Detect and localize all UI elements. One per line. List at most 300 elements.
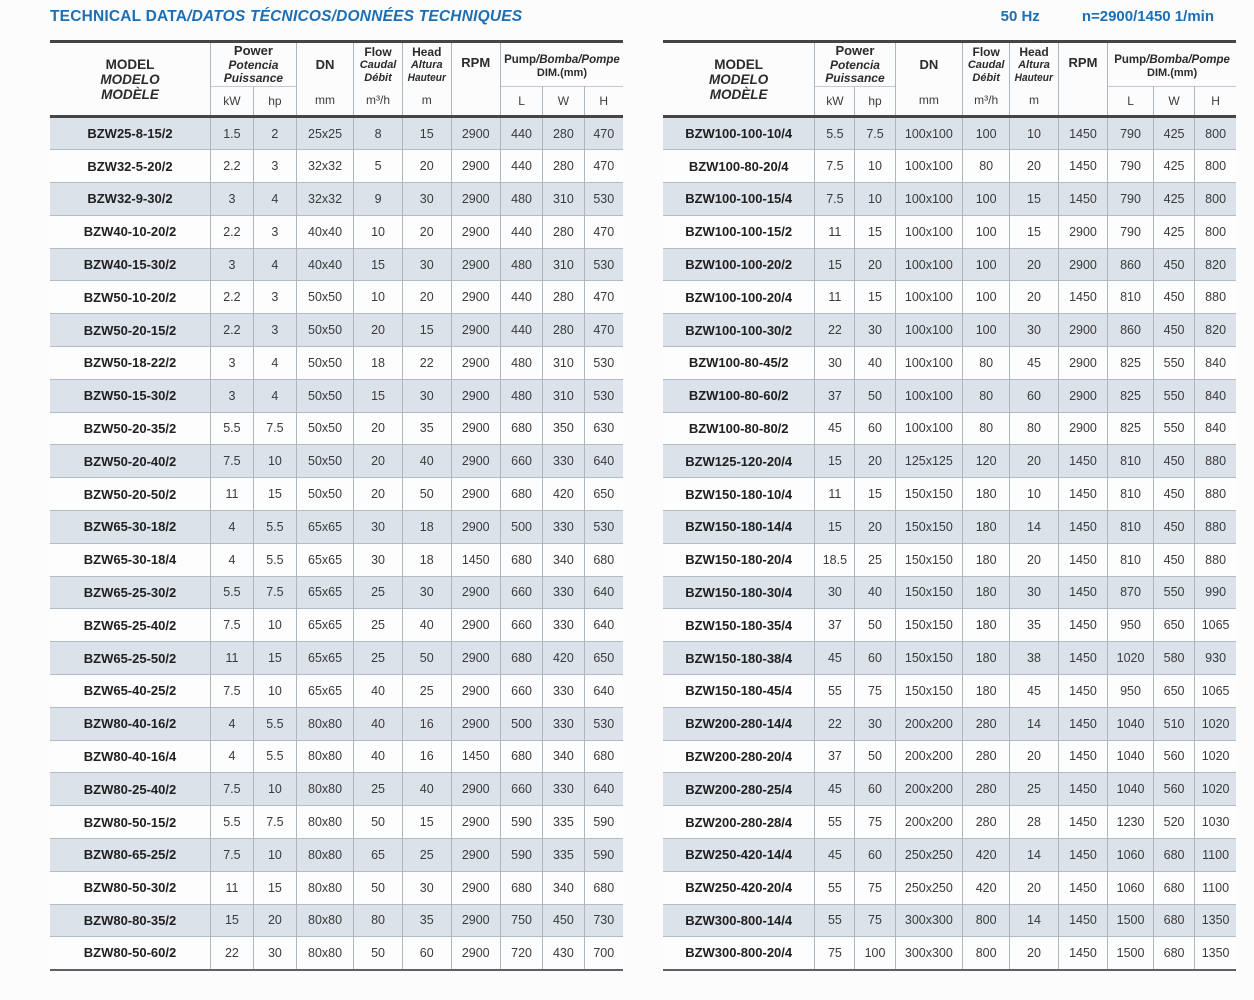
value-cell: 60 xyxy=(855,773,895,806)
value-cell: 50 xyxy=(354,937,403,970)
value-cell: 1450 xyxy=(1058,740,1107,773)
table-row xyxy=(50,773,623,806)
table-row xyxy=(50,838,623,871)
value-cell: 20 xyxy=(1010,248,1059,281)
value-cell: 1060 xyxy=(1108,838,1154,871)
col-header-pump-dim xyxy=(500,42,623,87)
value-cell: 2900 xyxy=(1058,215,1107,248)
value-cell: 450 xyxy=(1153,314,1194,347)
value-cell: 1500 xyxy=(1108,937,1154,970)
table-row xyxy=(663,510,1236,543)
model-cell: BZW100-100-20/2 xyxy=(663,248,815,281)
power-header-fr: Puissance xyxy=(825,70,885,85)
value-cell: 530 xyxy=(584,248,623,281)
value-cell: 80x80 xyxy=(296,838,353,871)
model-header-en: MODEL xyxy=(714,56,764,72)
value-cell: 790 xyxy=(1108,215,1154,248)
table-row xyxy=(50,215,623,248)
value-cell: 15 xyxy=(1010,215,1059,248)
value-cell: 40 xyxy=(402,773,451,806)
value-cell: 750 xyxy=(500,904,542,937)
value-cell: 80 xyxy=(963,150,1010,183)
model-cell: BZW300-800-14/4 xyxy=(663,904,815,937)
power-header-es: Potencia xyxy=(228,57,279,72)
model-cell: BZW80-50-15/2 xyxy=(50,806,210,839)
value-cell: 32x32 xyxy=(296,150,353,183)
value-cell: 1030 xyxy=(1195,806,1236,839)
value-cell: 470 xyxy=(584,314,623,347)
model-cell: BZW150-180-10/4 xyxy=(663,478,815,511)
value-cell: 560 xyxy=(1153,740,1194,773)
value-cell: 180 xyxy=(963,510,1010,543)
value-cell: 80x80 xyxy=(296,871,353,904)
value-cell: 2.2 xyxy=(210,281,253,314)
value-cell: 35 xyxy=(402,904,451,937)
value-cell: 720 xyxy=(500,937,542,970)
value-cell: 50x50 xyxy=(296,379,353,412)
value-cell: 640 xyxy=(584,445,623,478)
value-cell: 50x50 xyxy=(296,478,353,511)
value-cell: 25x25 xyxy=(296,117,353,150)
table-row xyxy=(50,543,623,576)
value-cell: 310 xyxy=(543,183,584,216)
value-cell: 660 xyxy=(500,576,542,609)
model-cell: BZW65-25-40/2 xyxy=(50,609,210,642)
value-cell: 310 xyxy=(543,347,584,380)
value-cell: 15 xyxy=(253,871,296,904)
model-cell: BZW150-180-20/4 xyxy=(663,543,815,576)
value-cell: 11 xyxy=(210,478,253,511)
value-cell: 65 xyxy=(354,838,403,871)
value-cell: 65x65 xyxy=(296,543,353,576)
value-cell: 680 xyxy=(584,740,623,773)
value-cell: 7.5 xyxy=(253,412,296,445)
value-cell: 800 xyxy=(1195,117,1236,150)
value-cell: 25 xyxy=(354,609,403,642)
value-cell: 37 xyxy=(815,740,855,773)
value-cell: 2.2 xyxy=(210,215,253,248)
value-cell: 420 xyxy=(963,871,1010,904)
value-cell: 100 xyxy=(963,183,1010,216)
value-cell: 180 xyxy=(963,674,1010,707)
table-header xyxy=(50,42,623,117)
value-cell: 1450 xyxy=(1058,904,1107,937)
value-cell: 420 xyxy=(543,478,584,511)
model-cell: BZW200-280-28/4 xyxy=(663,806,815,839)
table-row xyxy=(663,379,1236,412)
value-cell: 450 xyxy=(1153,248,1194,281)
model-cell: BZW80-25-40/2 xyxy=(50,773,210,806)
table-row xyxy=(663,674,1236,707)
value-cell: 1450 xyxy=(1058,871,1107,904)
value-cell: 5.5 xyxy=(253,543,296,576)
value-cell: 2900 xyxy=(451,642,500,675)
value-cell: 15 xyxy=(354,379,403,412)
value-cell: 640 xyxy=(584,609,623,642)
value-cell: 10 xyxy=(1010,117,1059,150)
unit-hp: hp xyxy=(253,87,296,117)
unit-l: L xyxy=(500,87,542,117)
value-cell: 5.5 xyxy=(253,510,296,543)
model-cell: BZW50-20-35/2 xyxy=(50,412,210,445)
value-cell: 80x80 xyxy=(296,773,353,806)
value-cell: 2900 xyxy=(1058,314,1107,347)
col-header-rpm: RPM xyxy=(451,42,500,117)
model-cell: BZW150-180-30/4 xyxy=(663,576,815,609)
value-cell: 20 xyxy=(1010,445,1059,478)
value-cell: 25 xyxy=(402,674,451,707)
pump-header-translations: /Bomba/Pompe xyxy=(1146,54,1230,66)
model-cell: BZW80-40-16/2 xyxy=(50,707,210,740)
value-cell: 40 xyxy=(855,576,895,609)
value-cell: 340 xyxy=(543,871,584,904)
model-cell: BZW100-100-10/4 xyxy=(663,117,815,150)
col-header-flow xyxy=(354,42,403,87)
value-cell: 340 xyxy=(543,543,584,576)
value-cell: 1020 xyxy=(1195,707,1236,740)
table-row xyxy=(663,281,1236,314)
value-cell: 40 xyxy=(402,609,451,642)
value-cell: 880 xyxy=(1195,478,1236,511)
value-cell: 5.5 xyxy=(815,117,855,150)
value-cell: 150x150 xyxy=(895,674,963,707)
value-cell: 15 xyxy=(1010,183,1059,216)
value-cell: 30 xyxy=(402,248,451,281)
head-header-es: Altura xyxy=(1018,59,1050,72)
value-cell: 30 xyxy=(354,510,403,543)
value-cell: 680 xyxy=(1153,937,1194,970)
value-cell: 2900 xyxy=(451,117,500,150)
value-cell: 500 xyxy=(500,510,542,543)
value-cell: 450 xyxy=(1153,445,1194,478)
power-header-fr: Puissance xyxy=(223,70,284,85)
value-cell: 20 xyxy=(1010,281,1059,314)
value-cell: 50 xyxy=(855,379,895,412)
value-cell: 280 xyxy=(543,150,584,183)
value-cell: 870 xyxy=(1108,576,1154,609)
value-cell: 7.5 xyxy=(855,117,895,150)
value-cell: 80 xyxy=(1010,412,1059,445)
flow-header-es: Caudal xyxy=(359,59,397,72)
value-cell: 480 xyxy=(500,183,542,216)
pump-dim-unit-label: DIM.(mm) xyxy=(1147,66,1198,79)
value-cell: 450 xyxy=(1153,281,1194,314)
value-cell: 22 xyxy=(815,707,855,740)
flow-header-es: Caudal xyxy=(967,59,1005,72)
value-cell: 440 xyxy=(500,150,542,183)
value-cell: 50x50 xyxy=(296,281,353,314)
value-cell: 30 xyxy=(815,576,855,609)
value-cell: 300x300 xyxy=(895,937,963,970)
pump-header-en: Pump xyxy=(1114,54,1147,66)
col-header-flow xyxy=(963,42,1010,87)
value-cell: 20 xyxy=(1010,871,1059,904)
value-cell: 1020 xyxy=(1195,740,1236,773)
value-cell: 35 xyxy=(1010,609,1059,642)
value-cell: 45 xyxy=(815,773,855,806)
value-cell: 20 xyxy=(855,445,895,478)
value-cell: 790 xyxy=(1108,117,1154,150)
value-cell: 5.5 xyxy=(253,707,296,740)
table-row xyxy=(663,150,1236,183)
frequency-value: 50 Hz xyxy=(1000,8,1040,25)
unit-mm: mm xyxy=(296,87,353,117)
table-row xyxy=(663,445,1236,478)
value-cell: 2900 xyxy=(451,806,500,839)
value-cell: 530 xyxy=(584,510,623,543)
value-cell: 100 xyxy=(963,215,1010,248)
value-cell: 80x80 xyxy=(296,740,353,773)
value-cell: 80 xyxy=(354,904,403,937)
flow-header-fr: Débit xyxy=(972,71,1000,84)
value-cell: 880 xyxy=(1195,543,1236,576)
value-cell: 680 xyxy=(500,871,542,904)
value-cell: 2900 xyxy=(451,838,500,871)
table-row xyxy=(50,347,623,380)
value-cell: 37 xyxy=(815,609,855,642)
model-cell: BZW50-15-30/2 xyxy=(50,379,210,412)
value-cell: 15 xyxy=(815,248,855,281)
value-cell: 60 xyxy=(402,937,451,970)
value-cell: 14 xyxy=(1010,510,1059,543)
value-cell: 680 xyxy=(500,543,542,576)
value-cell: 2900 xyxy=(451,314,500,347)
value-cell: 480 xyxy=(500,379,542,412)
value-cell: 530 xyxy=(584,183,623,216)
value-cell: 810 xyxy=(1108,510,1154,543)
model-cell: BZW32-9-30/2 xyxy=(50,183,210,216)
right-table-body xyxy=(663,117,1236,970)
value-cell: 800 xyxy=(1195,215,1236,248)
table-header xyxy=(663,42,1236,117)
value-cell: 280 xyxy=(963,773,1010,806)
value-cell: 5 xyxy=(354,150,403,183)
model-cell: BZW300-800-20/4 xyxy=(663,937,815,970)
value-cell: 330 xyxy=(543,674,584,707)
unit-kw: kW xyxy=(210,87,253,117)
value-cell: 200x200 xyxy=(895,806,963,839)
value-cell: 14 xyxy=(1010,707,1059,740)
model-cell: BZW65-30-18/2 xyxy=(50,510,210,543)
value-cell: 14 xyxy=(1010,838,1059,871)
value-cell: 15 xyxy=(815,445,855,478)
value-cell: 840 xyxy=(1195,379,1236,412)
value-cell: 3 xyxy=(253,150,296,183)
value-cell: 30 xyxy=(815,347,855,380)
value-cell: 3 xyxy=(253,215,296,248)
value-cell: 1450 xyxy=(1058,674,1107,707)
value-cell: 180 xyxy=(963,576,1010,609)
value-cell: 10 xyxy=(1010,478,1059,511)
value-cell: 5.5 xyxy=(210,806,253,839)
value-cell: 22 xyxy=(402,347,451,380)
table-row xyxy=(663,609,1236,642)
table-row xyxy=(50,281,623,314)
value-cell: 150x150 xyxy=(895,642,963,675)
model-cell: BZW150-180-35/4 xyxy=(663,609,815,642)
value-cell: 75 xyxy=(855,674,895,707)
value-cell: 100x100 xyxy=(895,412,963,445)
value-cell: 11 xyxy=(210,642,253,675)
model-cell: BZW200-280-20/4 xyxy=(663,740,815,773)
model-header-es: MODELO xyxy=(709,71,769,87)
value-cell: 10 xyxy=(253,445,296,478)
value-cell: 470 xyxy=(584,215,623,248)
value-cell: 100 xyxy=(855,937,895,970)
value-cell: 180 xyxy=(963,543,1010,576)
model-cell: BZW65-40-25/2 xyxy=(50,674,210,707)
unit-m: m xyxy=(402,87,451,117)
value-cell: 1450 xyxy=(1058,478,1107,511)
value-cell: 40 xyxy=(402,445,451,478)
value-cell: 1040 xyxy=(1108,773,1154,806)
head-header-fr: Hauteur xyxy=(1014,71,1054,84)
value-cell: 1100 xyxy=(1195,838,1236,871)
value-cell: 18.5 xyxy=(815,543,855,576)
value-cell: 30 xyxy=(402,871,451,904)
value-cell: 640 xyxy=(584,576,623,609)
value-cell: 330 xyxy=(543,609,584,642)
value-cell: 1100 xyxy=(1195,871,1236,904)
model-cell: BZW65-25-30/2 xyxy=(50,576,210,609)
table-row xyxy=(663,838,1236,871)
power-header-en: Power xyxy=(835,43,875,58)
value-cell: 4 xyxy=(210,510,253,543)
value-cell: 10 xyxy=(253,838,296,871)
value-cell: 2900 xyxy=(451,183,500,216)
value-cell: 50x50 xyxy=(296,445,353,478)
value-cell: 630 xyxy=(584,412,623,445)
left-table-body xyxy=(50,117,623,970)
value-cell: 820 xyxy=(1195,248,1236,281)
value-cell: 2 xyxy=(253,117,296,150)
value-cell: 25 xyxy=(1010,773,1059,806)
unit-h: H xyxy=(584,87,623,117)
value-cell: 45 xyxy=(1010,347,1059,380)
value-cell: 825 xyxy=(1108,412,1154,445)
value-cell: 5.5 xyxy=(210,412,253,445)
col-header-head xyxy=(402,42,451,87)
unit-m3h: m³/h xyxy=(963,87,1010,117)
table-row xyxy=(663,183,1236,216)
value-cell: 2900 xyxy=(1058,248,1107,281)
value-cell: 1500 xyxy=(1108,904,1154,937)
value-cell: 7.5 xyxy=(815,150,855,183)
value-cell: 680 xyxy=(1153,904,1194,937)
value-cell: 100x100 xyxy=(895,379,963,412)
value-cell: 10 xyxy=(253,773,296,806)
value-cell: 11 xyxy=(815,478,855,511)
value-cell: 450 xyxy=(543,904,584,937)
model-cell: BZW125-120-20/4 xyxy=(663,445,815,478)
value-cell: 30 xyxy=(354,543,403,576)
value-cell: 50 xyxy=(402,478,451,511)
value-cell: 25 xyxy=(354,576,403,609)
value-cell: 680 xyxy=(584,871,623,904)
model-cell: BZW100-80-45/2 xyxy=(663,347,815,380)
value-cell: 825 xyxy=(1108,347,1154,380)
value-cell: 2900 xyxy=(451,609,500,642)
value-cell: 55 xyxy=(815,674,855,707)
table-row xyxy=(663,215,1236,248)
model-header-fr: MODÈLE xyxy=(101,86,159,102)
value-cell: 2900 xyxy=(451,412,500,445)
value-cell: 860 xyxy=(1108,248,1154,281)
value-cell: 650 xyxy=(1153,609,1194,642)
value-cell: 880 xyxy=(1195,445,1236,478)
value-cell: 25 xyxy=(402,838,451,871)
value-cell: 22 xyxy=(210,937,253,970)
value-cell: 150x150 xyxy=(895,576,963,609)
value-cell: 5.5 xyxy=(253,740,296,773)
model-cell: BZW50-20-40/2 xyxy=(50,445,210,478)
value-cell: 680 xyxy=(500,740,542,773)
table-row xyxy=(50,445,623,478)
value-cell: 150x150 xyxy=(895,478,963,511)
table-row xyxy=(50,117,623,150)
value-cell: 450 xyxy=(1153,543,1194,576)
value-cell: 1040 xyxy=(1108,707,1154,740)
value-cell: 60 xyxy=(855,838,895,871)
value-cell: 20 xyxy=(1010,150,1059,183)
value-cell: 790 xyxy=(1108,183,1154,216)
value-cell: 20 xyxy=(855,510,895,543)
unit-m: m xyxy=(1010,87,1059,117)
value-cell: 680 xyxy=(500,478,542,511)
model-cell: BZW50-20-15/2 xyxy=(50,314,210,347)
value-cell: 20 xyxy=(402,150,451,183)
value-cell: 425 xyxy=(1153,215,1194,248)
value-cell: 2900 xyxy=(1058,412,1107,445)
value-cell: 1350 xyxy=(1195,937,1236,970)
unit-m3h: m³/h xyxy=(354,87,403,117)
model-cell: BZW100-100-15/2 xyxy=(663,215,815,248)
value-cell: 650 xyxy=(1153,674,1194,707)
value-cell: 1065 xyxy=(1195,609,1236,642)
table-row xyxy=(50,707,623,740)
value-cell: 20 xyxy=(354,445,403,478)
value-cell: 80x80 xyxy=(296,806,353,839)
value-cell: 1.5 xyxy=(210,117,253,150)
model-cell: BZW50-18-22/2 xyxy=(50,347,210,380)
value-cell: 800 xyxy=(1195,150,1236,183)
value-cell: 3 xyxy=(210,248,253,281)
value-cell: 2900 xyxy=(451,904,500,937)
value-cell: 640 xyxy=(584,773,623,806)
value-cell: 550 xyxy=(1153,347,1194,380)
value-cell: 1450 xyxy=(1058,773,1107,806)
value-cell: 80 xyxy=(963,347,1010,380)
value-cell: 800 xyxy=(963,904,1010,937)
value-cell: 100x100 xyxy=(895,281,963,314)
value-cell: 930 xyxy=(1195,642,1236,675)
value-cell: 440 xyxy=(500,314,542,347)
value-cell: 30 xyxy=(402,183,451,216)
value-cell: 500 xyxy=(500,707,542,740)
value-cell: 100 xyxy=(963,281,1010,314)
value-cell: 15 xyxy=(253,642,296,675)
value-cell: 280 xyxy=(543,281,584,314)
col-header-dn: DN xyxy=(296,42,353,87)
value-cell: 20 xyxy=(402,215,451,248)
value-cell: 40 xyxy=(354,674,403,707)
value-cell: 250x250 xyxy=(895,838,963,871)
value-cell: 4 xyxy=(210,543,253,576)
table-row xyxy=(663,543,1236,576)
value-cell: 9 xyxy=(354,183,403,216)
value-cell: 11 xyxy=(210,871,253,904)
table-row xyxy=(50,379,623,412)
